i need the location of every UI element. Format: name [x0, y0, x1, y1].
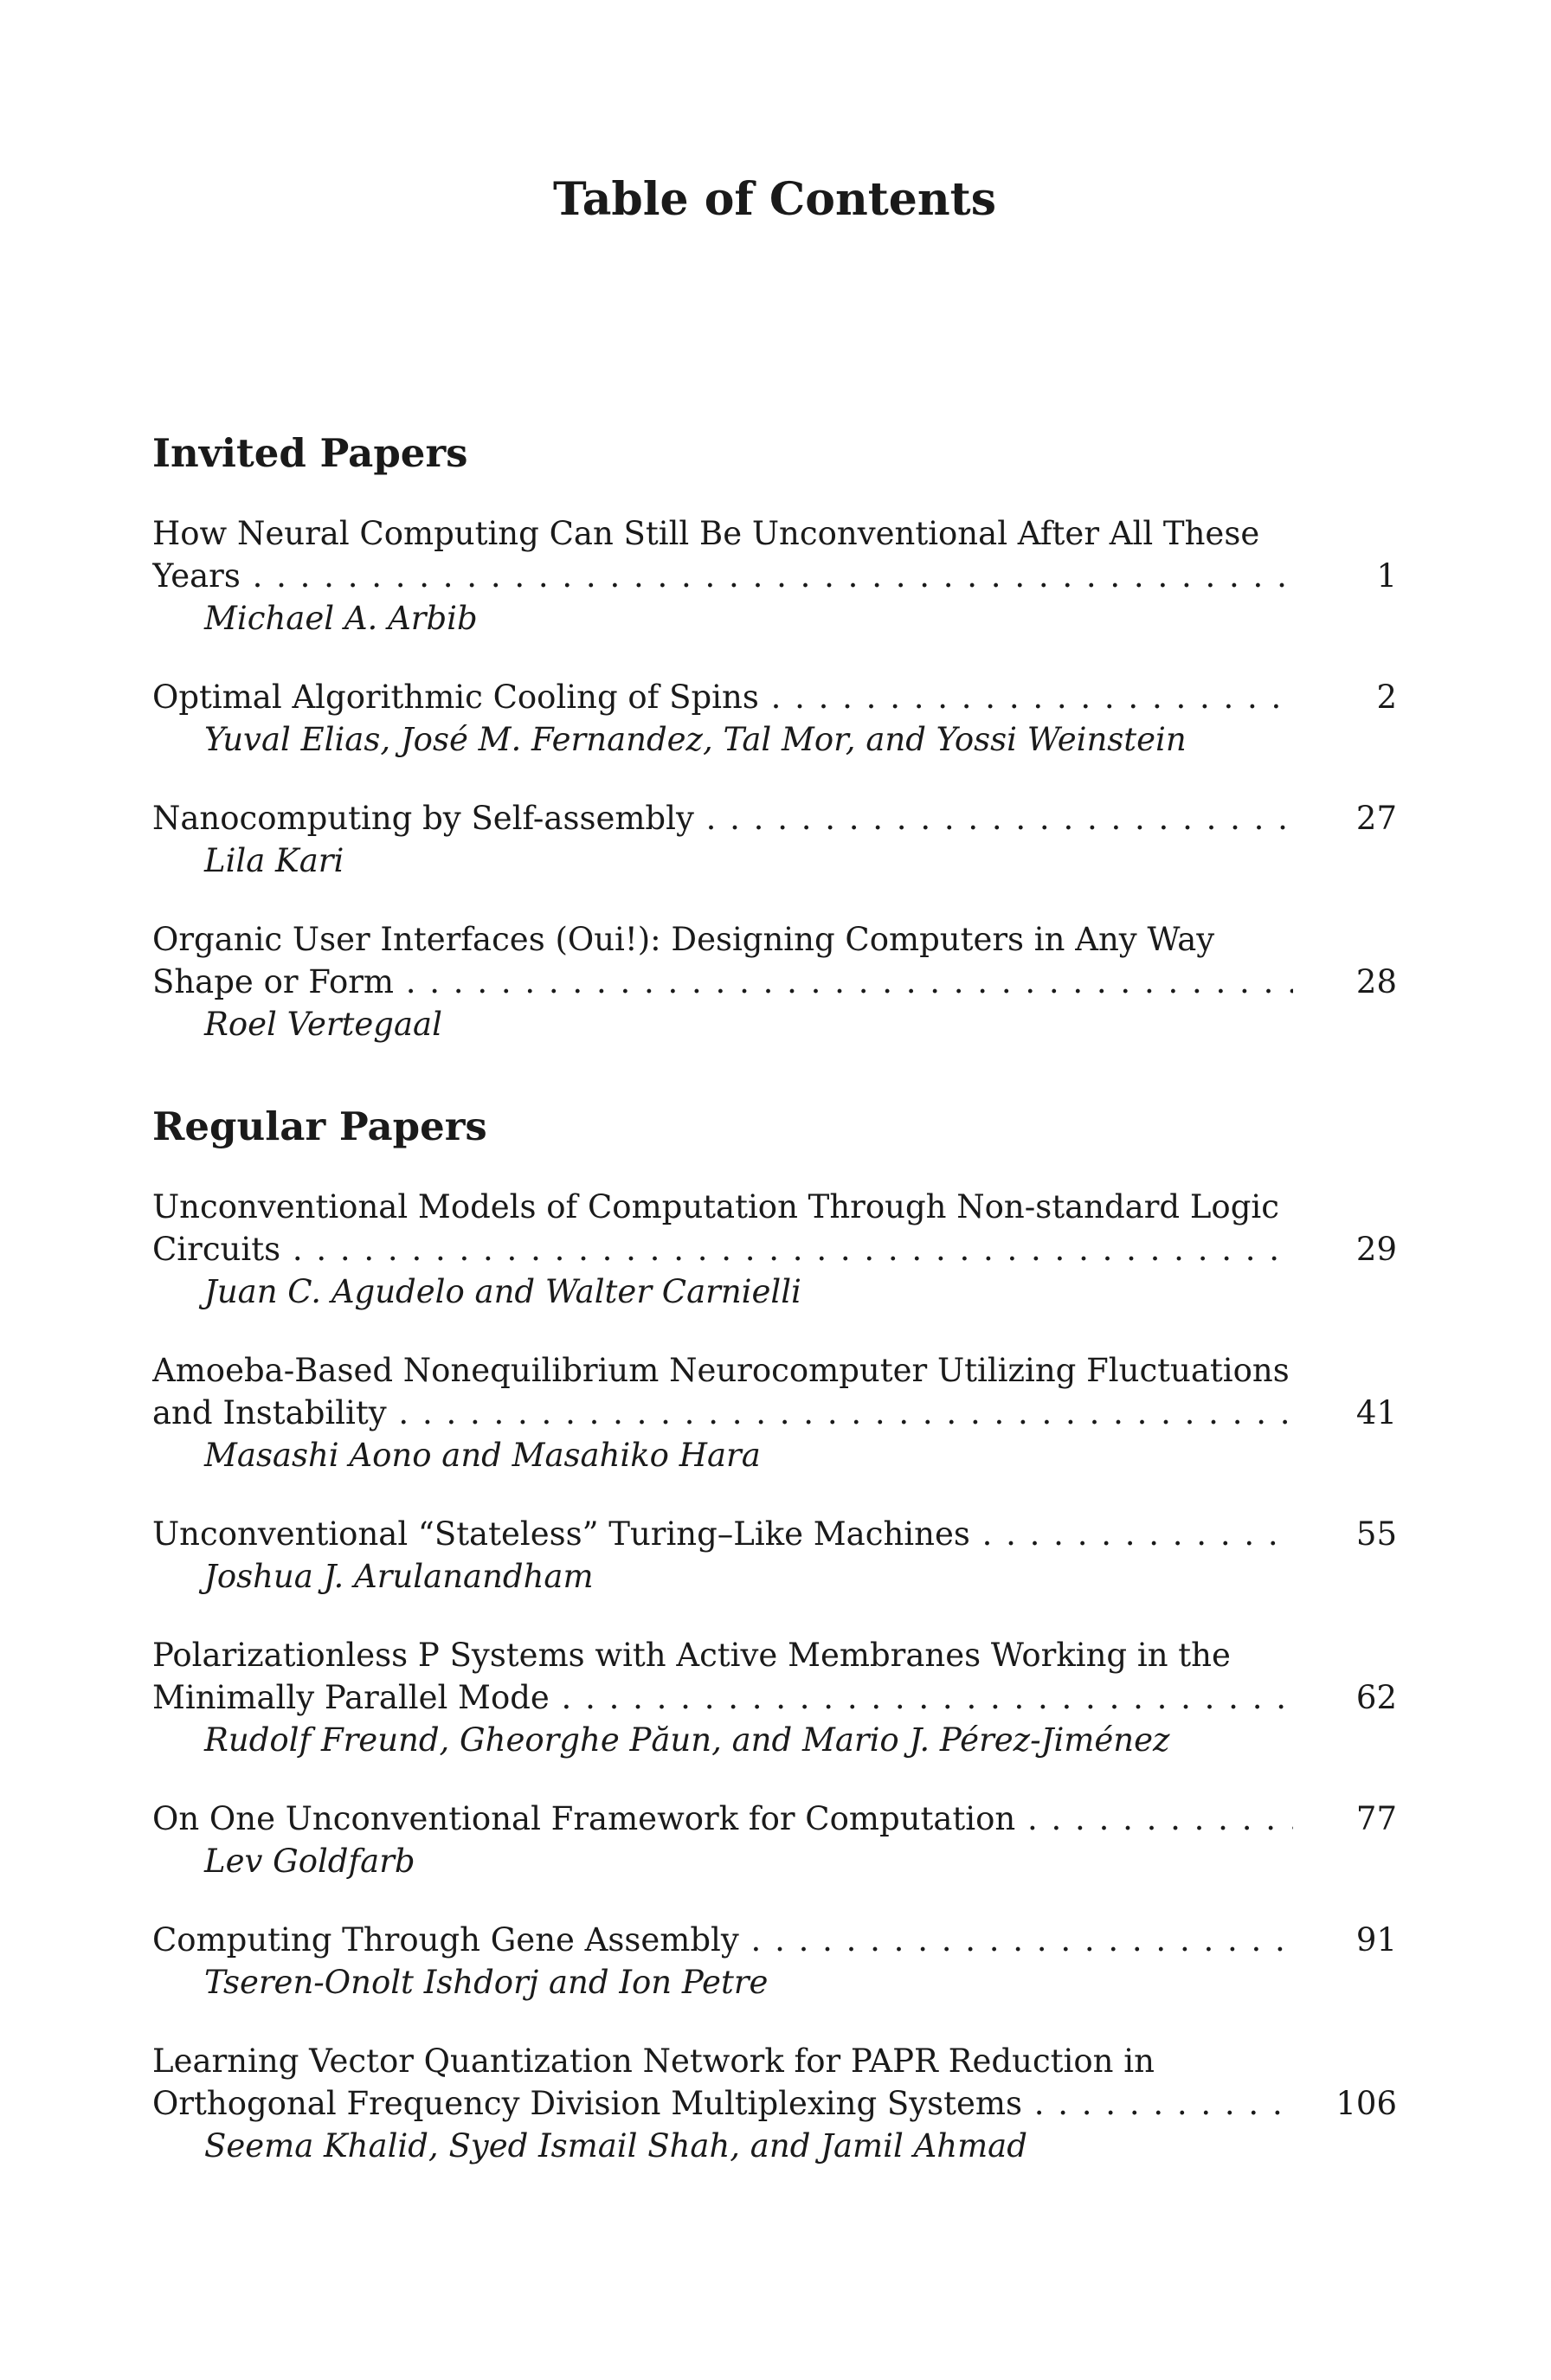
- entry-authors: Yuval Elias, José M. Fernandez, Tal Mor, and Yossi Weinstein: [204, 721, 1187, 758]
- toc-entry[interactable]: [152, 2040, 1397, 2167]
- entry-page-number: 77: [1355, 1800, 1397, 1837]
- entry-page-number: 27: [1355, 800, 1397, 837]
- entry-page-number: 62: [1355, 1679, 1397, 1716]
- toc-entry[interactable]: [152, 512, 1397, 640]
- section-heading-invited-papers: Invited Papers: [152, 430, 468, 476]
- toc-entry[interactable]: [152, 1798, 1397, 1882]
- entry-title-line: and Instability . . .: [152, 1392, 1293, 1434]
- entry-title-line: Shape or Form . . .: [152, 961, 1293, 1003]
- entry-title-row: [152, 1919, 1397, 1961]
- entry-page-number: 41: [1355, 1394, 1397, 1431]
- toc-entry-list: [152, 512, 1397, 1045]
- entry-title-line: Amoeba-Based Nonequilibrium Neurocomputer Utilizing Fluctuations: [152, 1352, 1290, 1389]
- entry-page-number: 29: [1355, 1231, 1397, 1268]
- entry-authors: Lila Kari: [204, 842, 344, 879]
- entry-title-row: [152, 1676, 1397, 1719]
- entry-authors: Juan C. Agudelo and Walter Carnielli: [204, 1273, 801, 1310]
- entry-title-line: Circuits . . .: [152, 1228, 1293, 1270]
- entry-title-row: [152, 2082, 1397, 2125]
- entry-title-row: [152, 1228, 1397, 1270]
- entry-title-row: [152, 555, 1397, 597]
- entry-title-row: [152, 797, 1397, 839]
- entry-title-row: [152, 1513, 1397, 1555]
- toc-entry[interactable]: [152, 1513, 1397, 1598]
- entry-title-line: Optimal Algorithmic Cooling of Spins . . .: [152, 676, 1293, 718]
- entry-title-line: Learning Vector Quantization Network for PAPR Reduction in: [152, 2042, 1155, 2080]
- entry-title-line: Organic User Interfaces (Oui!): Designing Computers in Any Way: [152, 921, 1215, 958]
- entry-page-number: 1: [1376, 557, 1397, 595]
- entry-title-line: Years . . .: [152, 555, 1293, 597]
- entry-authors: Michael A. Arbib: [204, 600, 478, 637]
- entry-title-line: Polarizationless P Systems with Active Membranes Working in the: [152, 1637, 1231, 1674]
- entry-title-line: Nanocomputing by Self-assembly . . .: [152, 797, 1293, 839]
- entry-title-line: Minimally Parallel Mode . . .: [152, 1676, 1293, 1719]
- toc-entry[interactable]: [152, 676, 1397, 761]
- section-heading-regular-papers: Regular Papers: [152, 1103, 487, 1149]
- entry-authors: Roel Vertegaal: [204, 1006, 442, 1043]
- entry-title-line: Computing Through Gene Assembly . . .: [152, 1919, 1293, 1961]
- entry-title-line: Unconventional “Stateless” Turing–Like Machines . . .: [152, 1513, 1293, 1555]
- entry-page-number: 55: [1355, 1515, 1397, 1553]
- toc-entry[interactable]: [152, 918, 1397, 1045]
- entry-title-line: Unconventional Models of Computation Through Non-standard Logic: [152, 1188, 1279, 1225]
- toc-entry[interactable]: [152, 1349, 1397, 1476]
- entry-authors: Masashi Aono and Masahiko Hara: [204, 1437, 761, 1474]
- toc-entry[interactable]: [152, 1186, 1397, 1313]
- toc-entry[interactable]: [152, 1634, 1397, 1761]
- entry-title-row: [152, 1392, 1397, 1434]
- entry-title-row: [152, 676, 1397, 718]
- entry-title-line: How Neural Computing Can Still Be Unconventional After All These: [152, 515, 1260, 552]
- entry-title-line: Orthogonal Frequency Division Multiplexing Systems . . .: [152, 2082, 1293, 2125]
- entry-page-number: 2: [1376, 679, 1397, 716]
- entry-authors: Joshua J. Arulanandham: [204, 1558, 594, 1595]
- page-title: Table of Contents: [553, 173, 996, 226]
- entry-page-number: 91: [1355, 1921, 1397, 1959]
- entry-authors: Rudolf Freund, Gheorghe Păun, and Mario J. Pérez-Jiménez: [204, 1721, 1170, 1759]
- entry-title-row: [152, 1798, 1397, 1840]
- entry-authors: Lev Goldfarb: [204, 1843, 415, 1880]
- entry-authors: Tseren-Onolt Ishdorj and Ion Petre: [204, 1964, 769, 2001]
- toc-entry-list: [152, 1186, 1397, 2167]
- entry-page-number: 28: [1355, 963, 1397, 1000]
- entry-authors: Seema Khalid, Syed Ismail Shah, and Jamil Ahmad: [204, 2127, 1027, 2165]
- entry-page-number: 106: [1335, 2085, 1397, 2122]
- toc-entry[interactable]: [152, 797, 1397, 882]
- entry-title-line: On One Unconventional Framework for Computation . . .: [152, 1798, 1293, 1840]
- toc-entry[interactable]: [152, 1919, 1397, 2004]
- entry-title-row: [152, 961, 1397, 1003]
